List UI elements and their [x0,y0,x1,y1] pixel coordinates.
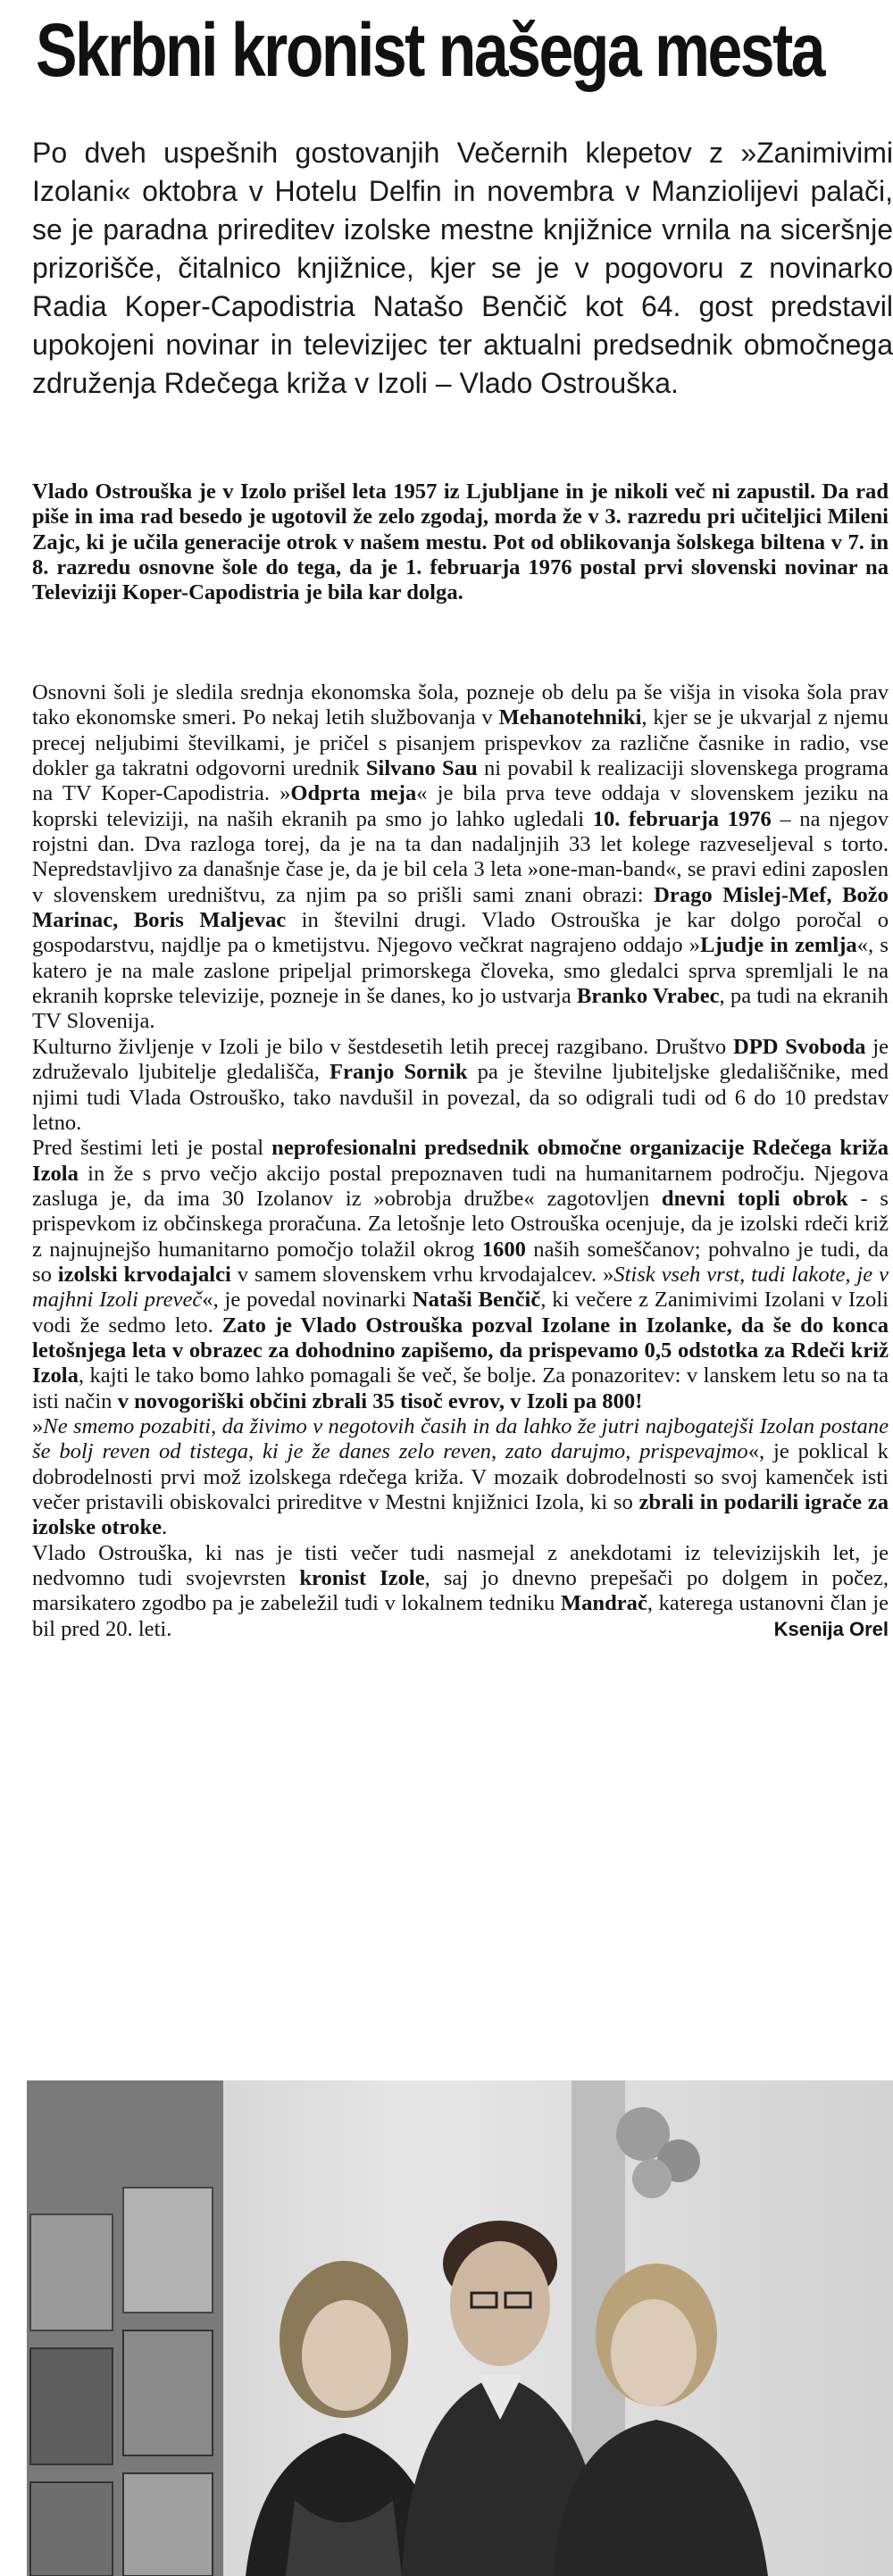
text-run: « je bila prva teve oddaja v slovenskem jeziku na koprski televiziji, na naših ekranih pa smo jo lahko ugledali [32,781,889,831]
text-run: - s prispevkom iz občinskega proračuna. Za letošnje leto Ostrouška ocenjuje, da je izolski rdeči križ z najnujnejšo humanitarno pomočjo tolažil okrog [32,1186,889,1262]
text-run: ni povabil k realizaciji slovenskega programa na TV Koper-Capodistria. » [32,756,889,806]
text-run: Pred šestimi leti je postal [32,1136,272,1161]
text-run: je združevalo ljubitelje gledališča, [32,1034,889,1085]
intro-paragraph [32,479,889,606]
paragraph-5 [32,1541,889,1642]
three-people-photo [27,2080,893,2576]
paragraph-2 [32,1035,889,1136]
bold-run: dnevni topli obrok [661,1186,848,1211]
bold-run: zbrali in podarili igrače za izolske otroke [32,1490,889,1540]
text-run: pa je številne ljubiteljske gledališčnike, med njimi tudi Vlada Ostrouško, tako navdušil in povezal, da so odigrali tudi od 6 do 10 predstav letno. [32,1060,889,1135]
article-photo [27,2080,893,2576]
text-run: in številni drugi. Vlado Ostrouška je kar dolgo poročal o gospodarstvu, najdlje pa o kmetijstvu. Njegovo večkrat nagrajeno oddajo » [32,908,889,958]
text-run: Kulturno življenje v Izoli je bilo v šestdesetih letih precej razgibano. Društvo [32,1034,733,1059]
magazine-cover [30,2214,113,2330]
text-run: in že s prvo večjo akcijo postal prepoznaven tudi na humanitarnem področju. Njegova zasluga je, da ima 30 Izolanov iz »obrobja družbe« zagotovljen [32,1161,889,1211]
bold-run: Odprta meja [290,781,417,806]
bold-run: 10. februarja 1976 [592,806,772,831]
magazine-cover [30,2482,113,2576]
bold-run: Nataši Benčič [412,1288,541,1313]
text-run: «, je povedal novinarki [202,1288,413,1313]
text-run: naših someščanov; pohvalno je tudi, da so [32,1237,889,1287]
text-run: , pa tudi na ekranih TV Slovenija. [32,984,889,1034]
text-run: «, je poklical k dobrodelnosti prvi mož izolskega rdečega križa. V mozaik dobrodelnosti so svoj kamenček isti večer pristavili obiskovalci prireditve v Mestni knjižnici Izola, ki so [32,1439,889,1514]
magazine-cover [30,2348,113,2464]
text-run: – na njegov rojstni dan. Dva razloga torej, da je na ta dan nadaljnjih 33 let kolege razveseljeval s torto. Nepredstavljivo za današnje čase je, da je bil cela 3 leta »one-man-band«, se pravi edini zaposlen v slovenskem uredništvu, za njim pa so prišli sami znani obrazi: [32,806,889,907]
text-run: , saj jo dnevno prepešači po dolgem in počez, marsikatero zgodbo pa je zabeležil tudi v lokalnem tedniku [32,1566,889,1616]
bold-run: Zato je Vlado Ostrouška pozval Izolane in Izolanke, da še do konca letošnjega leta v obrazec za dohodnino zapišemo, da prispevamo 0,5 odstotka za Rdeči križ Izola [32,1313,889,1388]
article-body [32,680,889,1642]
text-run: «, s katero je na male zaslone pripeljal primorskega človeka, smo gledalci sprva spremljali le na ekranih koprske televizije, pozneje in še danes, ko jo ustvarja [32,933,889,1009]
text-run: , kjer se je ukvarjal z njemu precej neljubimi številkami, je pričel s pisanjem prispevkov za različne časnike in radio, vse dokler ga takratni odgovorni urednik [32,705,889,781]
paragraph-1 [32,680,889,1035]
lead-paragraph: Po dveh uspešnih gostovanjih Večernih klepetov z »Zanimivimi Izolani« oktobra v Hotelu Delfin in novembra v Manziolijevi palači, se je paradna prireditev izolske mestne knjižnice vrnila na siceršnje prizorišče, čitalnico knjižnice, kjer se je v pogovoru z novinarko Radia Koper-Capodistria Natašo Benčič kot 64. gost predstavil upokojeni novinar in televizijec ter aktualni predsednik območnega združenja Rdečega križa v Izoli – Vlado Ostrouška. [32,137,893,399]
text-run: , ki večere z Zanimivimi Izolani v Izoli vodi že sedmo leto. [32,1288,889,1338]
bold-run: Mehanotehniki [498,705,642,730]
headline: Skrbni kronist našega mesta [36,8,824,92]
bold-run: Ljudje in zemlja [700,933,857,958]
bold-run: Mandrač [560,1591,647,1616]
magazine-cover [123,2330,213,2455]
magazine-cover [123,2473,213,2576]
bold-run: 1600 [481,1237,526,1262]
bold-run: DPD Svoboda [732,1034,866,1059]
text-run: , katerega ustanovni član je bil pred 20. leti. [32,1591,889,1641]
italic-quote: Ne smemo pozabiti, da živimo v negotovih časih in da lahko že jutri najbogatejši Izolan postane še bolj reven od tistega, ki je že danes zelo reven, zato darujmo, prispevajmo [32,1413,889,1464]
bold-run: Branko Vrabec [576,984,720,1009]
text-run: Vlado Ostrouška, ki nas je tisti večer tudi nasmejal z anekdotami iz televizijskih let, je nedvomno tudi svojevrsten [32,1540,889,1591]
paragraph-3 [32,1136,889,1414]
text-run: v samem slovenskem vrhu krvodajalcev. » [230,1262,614,1287]
text-run: Osnovni šoli je sledila srednja ekonomska šola, pozneje ob delu pa še višja in visoka šola prav tako ekonomske smeri. Po nekaj letih službovanja v [32,680,889,730]
text-run: , kajti le tako bomo lahko pomagali še več, še bolje. Za ponazoritev: v lanskem letu so na ta isti način [32,1363,889,1413]
bold-run: v novogoriški občini zbrali 35 tisoč evrov, v Izoli pa 800! [117,1388,643,1413]
bold-run: Drago Mislej-Mef, Božo Marinac, Boris Maljevac [32,882,889,933]
italic-quote: Stisk vseh vrst, tudi lakote, je v majhni Izoli preveč [32,1262,889,1313]
bold-run: Franjo Sornik [330,1060,468,1085]
magazine-cover [123,2188,213,2313]
bold-run: Silvano Sau [365,756,478,781]
paragraph-4 [32,1414,889,1541]
bold-run: kronist Izole [299,1566,425,1591]
bold-run: izolski krvodajalci [57,1262,231,1287]
author-byline: Ksenija Orel [773,1617,889,1640]
text-run: . [162,1515,168,1540]
intro-text: Vlado Ostrouška je v Izolo prišel leta 1957 iz Ljubljane in je nikoli več ni zapustil. Da rad piše in ima rad besedo je ugotovil že zelo zgodaj, morda že v 3. razredu pri učiteljici Mileni Zajc, ki je učila generacije otrok v našem mestu. Pot od oblikovanja šolskega biltena v 7. in 8. razredu osnovne šole do tega, da je 1. februarja 1976 postal prvi slovenski novinar na Televiziji Koper-Capodistria je bila kar dolga. [32,479,889,605]
bold-run: neprofesionalni predsednik območne organizacije Rdečega križa Izola [32,1136,889,1186]
text-run: » [32,1413,44,1438]
